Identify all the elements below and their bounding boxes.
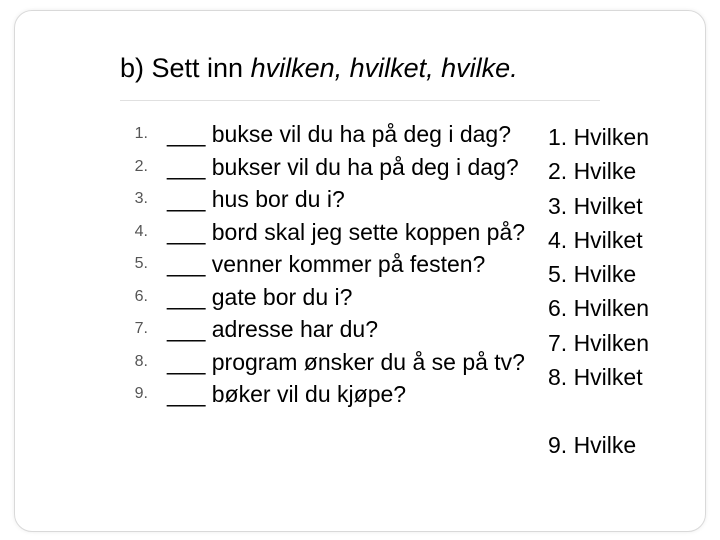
item-text: ___ hus bor du i? xyxy=(167,186,345,212)
item-number: 2. xyxy=(134,157,148,175)
list-item xyxy=(100,248,540,281)
item-number: 3. xyxy=(134,190,148,207)
item-text: ___ bukse vil du ha på deg i dag? xyxy=(167,121,511,147)
answer-item: 6. Hvilken xyxy=(548,295,649,322)
list-item xyxy=(100,281,540,314)
list-item xyxy=(100,346,540,379)
title-words: hvilken, hvilket, hvilke. xyxy=(250,53,518,83)
item-number: 4. xyxy=(134,222,148,240)
item-text: ___ adresse har du? xyxy=(167,316,378,342)
answer-item: 5. Hvilke xyxy=(548,261,637,288)
item-text: ___ bøker vil du kjøpe? xyxy=(167,381,407,407)
item-text: ___ bukser vil du ha på deg i dag? xyxy=(167,153,519,180)
item-text: ___ venner kommer på festen? xyxy=(167,251,486,277)
item-text: ___ bord skal jeg sette koppen på? xyxy=(167,218,526,245)
list-item xyxy=(100,118,540,151)
item-number: 8. xyxy=(134,352,148,370)
answer-item: 2. Hvilke xyxy=(548,158,637,185)
item-number: 5. xyxy=(134,255,148,272)
title-prefix: b) Sett inn xyxy=(120,53,251,83)
question-list xyxy=(100,118,540,411)
item-number: 6. xyxy=(134,287,148,305)
item-number: 1. xyxy=(134,125,148,142)
item-text: ___ program ønsker du å se på tv? xyxy=(167,348,525,375)
item-number: 7. xyxy=(134,320,148,337)
answer-item: 3. Hvilket xyxy=(548,192,643,219)
answer-item: 4. Hvilket xyxy=(548,226,643,253)
list-item xyxy=(100,183,540,216)
list-item xyxy=(100,313,540,346)
answer-item: 9. Hvilke xyxy=(548,432,637,459)
answer-item: 7. Hvilken xyxy=(548,329,649,356)
list-item xyxy=(100,216,540,249)
answer-list xyxy=(548,120,708,463)
list-item xyxy=(100,378,540,411)
answer-item: 1. Hvilken xyxy=(548,124,649,150)
title-divider xyxy=(120,100,600,101)
list-item xyxy=(100,151,540,184)
answer-item: 8. Hvilket xyxy=(548,364,643,391)
item-number: 9. xyxy=(134,385,148,402)
item-text: ___ gate bor du i? xyxy=(167,283,353,310)
slide-title xyxy=(120,48,518,88)
